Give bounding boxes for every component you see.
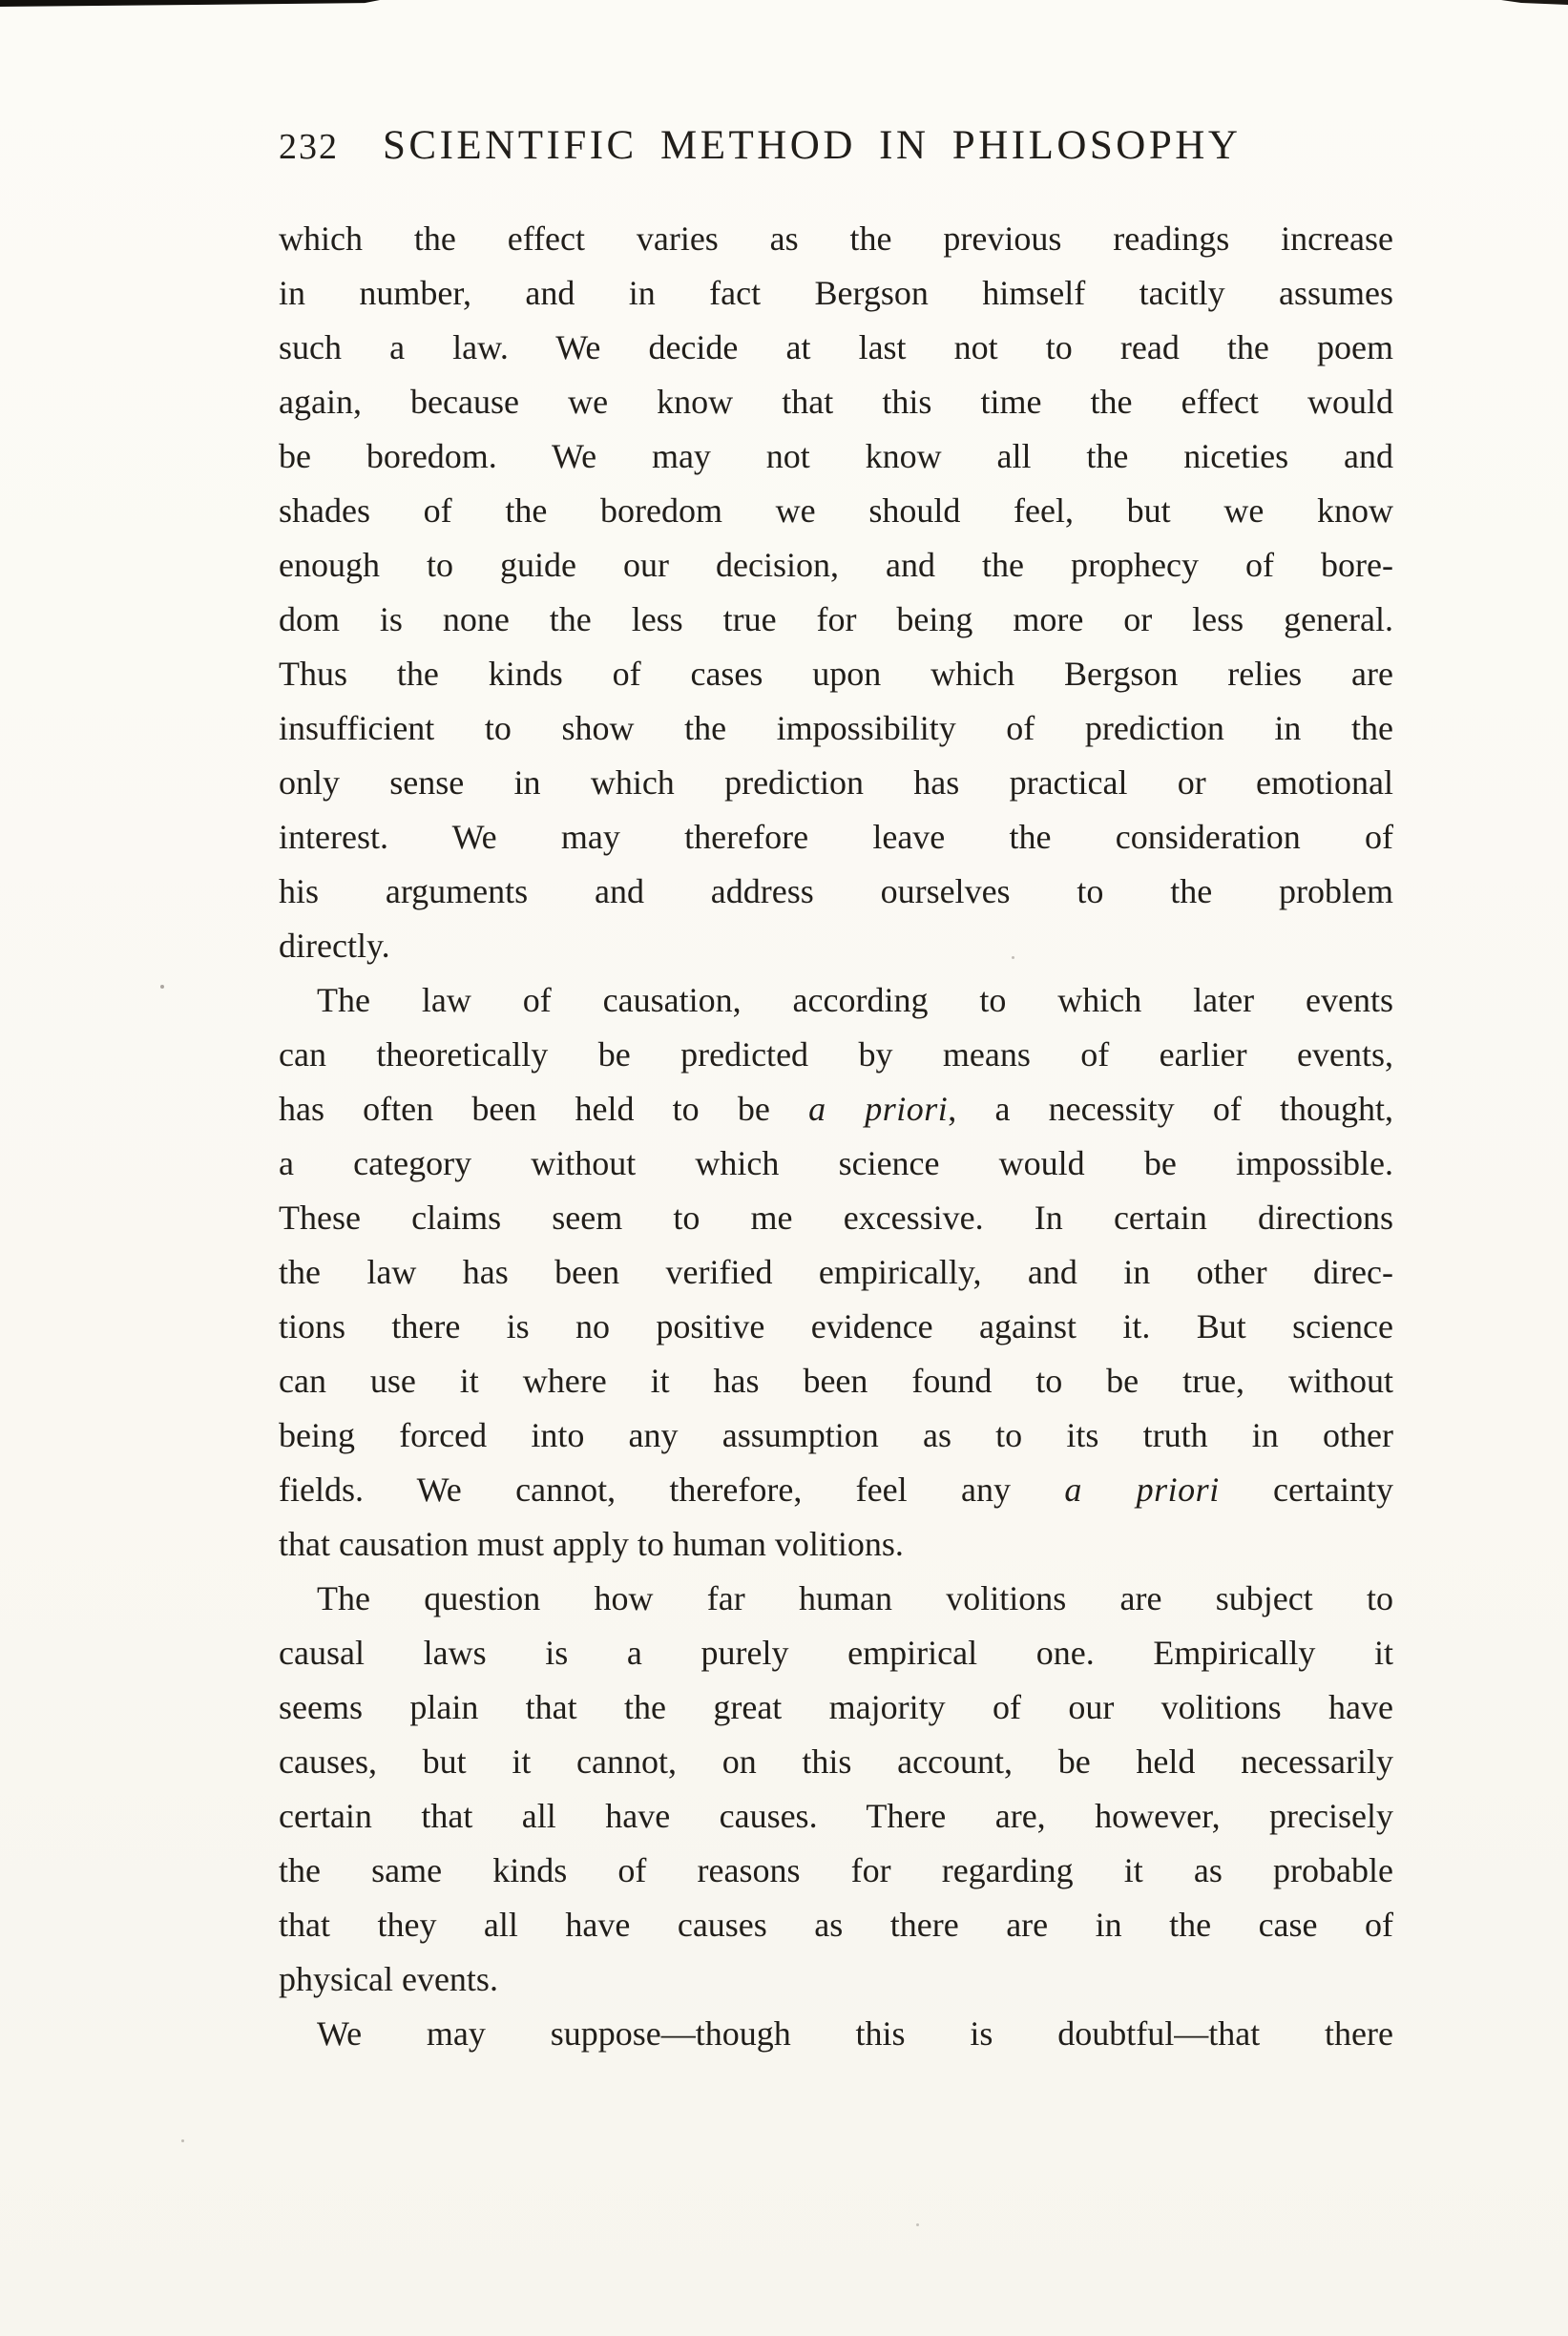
scan-artifact bbox=[1501, 0, 1568, 5]
text-line: which the effect varies as the previous readings increase bbox=[279, 219, 1393, 258]
text-line: These claims seem to me excessive. In certain directions bbox=[279, 1199, 1393, 1237]
text-line: has often been held to be a priori, a necessity of thought, bbox=[279, 1090, 1394, 1128]
running-header bbox=[279, 122, 1395, 169]
text-line: directly. bbox=[279, 927, 390, 965]
text-line: The law of causation, according to which later events bbox=[317, 981, 1393, 1019]
text-line: the same kinds of reasons for regarding it as probable bbox=[279, 1851, 1393, 1889]
text-line: that they all have causes as there are in the case of bbox=[279, 1906, 1393, 1944]
text-line: causal laws is a purely empirical one. Empirically it bbox=[279, 1634, 1393, 1672]
text-line: tions there is no positive evidence against it. But science bbox=[279, 1307, 1393, 1345]
text-line: a category without which science would be impossible. bbox=[279, 1144, 1393, 1182]
text-block bbox=[279, 212, 1393, 2061]
text-line: can theoretically be predicted by means of earlier events, bbox=[279, 1035, 1393, 1074]
text-line: Thus the kinds of cases upon which Bergson relies are bbox=[279, 655, 1393, 693]
text-line: being forced into any assumption as to its truth in other bbox=[279, 1416, 1393, 1454]
scan-speck bbox=[916, 2223, 919, 2226]
text-line: We may suppose—though this is doubtful—that there bbox=[317, 2014, 1393, 2053]
scan-speck bbox=[160, 985, 164, 989]
text-line: his arguments and address ourselves to the problem bbox=[279, 872, 1393, 910]
text-line: causes, but it cannot, on this account, be held necessarily bbox=[279, 1742, 1393, 1781]
text-line: dom is none the less true for being more or less general. bbox=[279, 600, 1393, 638]
text-line: interest. We may therefore leave the consideration of bbox=[279, 818, 1393, 856]
page-number: 232 bbox=[279, 127, 339, 167]
text-line: seems plain that the great majority of our volitions have bbox=[279, 1688, 1393, 1726]
text-line: physical events. bbox=[279, 1960, 498, 1998]
text-line: such a law. We decide at last not to read the poem bbox=[279, 328, 1393, 366]
text-line: certain that all have causes. There are, however, precisely bbox=[279, 1797, 1393, 1835]
page-title: SCIENTIFIC METHOD IN PHILOSOPHY bbox=[383, 123, 1242, 168]
text-line: enough to guide our decision, and the prophecy of bore- bbox=[279, 546, 1393, 584]
text-line: only sense in which prediction has practical or emotional bbox=[279, 763, 1393, 802]
text-line: can use it where it has been found to be true, without bbox=[279, 1362, 1393, 1400]
text-line: the law has been verified empirically, and in other direc- bbox=[279, 1253, 1393, 1291]
scan-artifact bbox=[0, 0, 380, 7]
text-line: fields. We cannot, therefore, feel any a priori certainty bbox=[279, 1470, 1393, 1509]
text-line: in number, and in fact Bergson himself tacitly assumes bbox=[279, 274, 1393, 312]
text-line: insufficient to show the impossibility of prediction in the bbox=[279, 709, 1393, 747]
italic-phrase: a priori bbox=[1064, 1470, 1220, 1509]
italic-phrase: a priori bbox=[808, 1090, 949, 1128]
text-line: shades of the boredom we should feel, but we know bbox=[279, 491, 1393, 530]
text-line: The question how far human volitions are subject to bbox=[317, 1579, 1393, 1617]
text-line: that causation must apply to human volitions. bbox=[279, 1525, 904, 1563]
scan-speck bbox=[181, 2139, 184, 2142]
text-line: be boredom. We may not know all the niceties and bbox=[279, 437, 1393, 475]
text-line: again, because we know that this time the effect would bbox=[279, 383, 1393, 421]
